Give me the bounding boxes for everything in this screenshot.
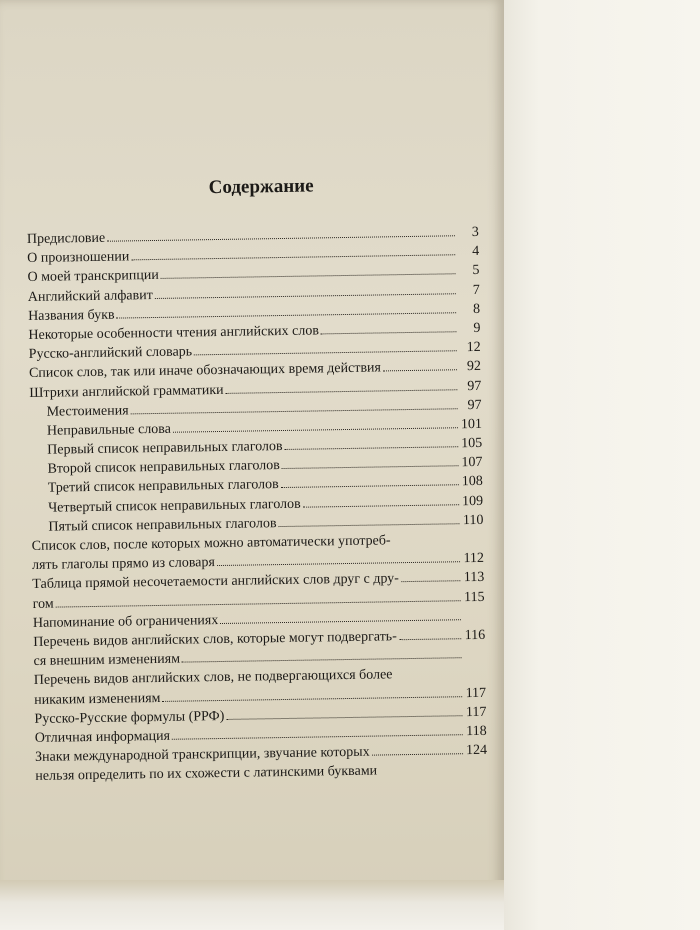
toc-entry-page: 4: [472, 244, 480, 260]
toc-entry-label: гом: [32, 596, 54, 612]
toc-leader-dots: [399, 627, 462, 640]
toc-leader-dots: [379, 762, 463, 774]
toc-leader-dots: [372, 742, 464, 755]
toc-leader-dots: [217, 550, 460, 566]
toc-entry-page: 105: [461, 435, 483, 452]
toc-entry-page: 117: [465, 704, 487, 720]
toc-leader-dots: [225, 378, 457, 394]
toc-entry-label: Напоминание об ограничениях: [32, 612, 219, 631]
toc-entry-label: ся внешним изменениям: [33, 651, 181, 670]
toc-leader-dots: [161, 263, 456, 280]
toc-entry-page: 118: [466, 723, 487, 740]
toc-entry-label: Первый список неправильных глаголов: [47, 439, 283, 458]
toc-entry-page: 3: [471, 224, 479, 241]
toc-leader-dots: [281, 474, 459, 489]
toc-entry-page: 101: [460, 416, 483, 433]
toc-entry-page: 8: [472, 301, 481, 317]
toc-leader-dots: [401, 570, 461, 583]
toc-leader-dots: [226, 704, 462, 720]
table-of-contents: [26, 173, 487, 786]
toc-entry-page: 115: [464, 589, 485, 605]
toc-entry-label: нельзя определить по их схожести с латинскими буквами: [35, 763, 378, 785]
toc-entry-page: 5: [472, 263, 480, 279]
toc-entry-label: Русско-Русские формулы (РРФ): [34, 708, 225, 727]
toc-entry-label: Четвертый список неправильных глаголов: [48, 496, 301, 516]
toc-leader-dots: [383, 359, 457, 372]
toc-entry-label: Отличная информация: [34, 728, 171, 746]
toc-entry-page: 117: [465, 685, 487, 701]
toc-entry-page: 97: [467, 397, 482, 413]
toc-title: Содержание: [208, 175, 314, 199]
toc-leader-dots: [173, 416, 458, 432]
toc-leader-dots: [155, 282, 456, 299]
toc-entry-page: 112: [463, 551, 485, 567]
toc-entry-page: 12: [466, 340, 481, 356]
toc-leader-dots: [303, 493, 460, 507]
toc-entry-page: 92: [466, 359, 482, 375]
toc-entry-label: Названия букв: [28, 307, 115, 324]
toc-leader-dots: [131, 243, 455, 260]
toc-entry-page: 116: [464, 627, 486, 644]
toc-entry-label: Штрихи английской грамматики: [29, 382, 224, 401]
toc-leader-dots: [321, 320, 457, 334]
toc-entry-page: 7: [472, 282, 480, 298]
toc-leader-dots: [220, 608, 461, 624]
toc-entry-page: 108: [461, 474, 483, 490]
toc-entry-label: Английский алфавит: [27, 287, 153, 305]
toc-leader-dots: [116, 301, 456, 318]
toc-entry-label: О моей транскрипции: [27, 268, 159, 286]
toc-entry-label: О произношении: [27, 249, 130, 267]
toc-entry-label: Пятый список неправильных глаголов: [48, 515, 277, 535]
toc-entry-page: 9: [473, 320, 481, 336]
toc-entry-label: Неправильные слова: [46, 421, 172, 439]
toc-leader-dots: [282, 454, 459, 469]
toc-entry-page: 113: [463, 570, 485, 586]
toc-leader-dots: [107, 224, 455, 241]
toc-leader-dots: [278, 512, 459, 527]
toc-entry-label: Некоторые особенности чтения английских слов: [28, 323, 320, 343]
toc-entry-label: Третий список неправильных глаголов: [47, 477, 279, 497]
toc-entry-label: Знаки международной транскрипции, звучание которых: [34, 744, 370, 765]
toc-entry-label: Перечень видов английских слов, не подвергающихся более: [33, 667, 393, 689]
right-blank-page: [504, 0, 700, 930]
toc-entry-page: 124: [465, 742, 488, 759]
toc-entry-page: 97: [467, 378, 482, 394]
toc-entry-label: Второй список неправильных глаголов: [47, 458, 280, 477]
toc-entry-label: Список слов, так или иначе обозначающих время действия: [28, 360, 382, 382]
toc-entry-label: Предисловие: [26, 230, 106, 247]
toc-entry-label: Местоимения: [46, 403, 129, 420]
toc-entry-page: 109: [461, 493, 484, 509]
toc-entry-page: 107: [461, 455, 483, 471]
page-bottom-edge: [0, 880, 504, 930]
toc-entry-label: никаким изменениям: [34, 690, 161, 708]
toc-entry-label: лять глаголы прямо из словаря: [31, 555, 216, 574]
toc-entry-label: Перечень видов английских слов, которые могут подвергать-: [33, 629, 397, 650]
toc-entry-label: Таблица прямой несочетаемости английских слов друг с дру-: [32, 571, 400, 593]
toc-entry-page: 110: [462, 512, 484, 528]
toc-leader-dots: [394, 667, 462, 679]
toc-leader-dots: [284, 435, 458, 450]
toc-entry-label: Русско-английский словарь: [28, 344, 193, 363]
toc-entries: [27, 223, 488, 786]
toc-entry-label: Список слов, после которых можно автоматически употреб-: [31, 533, 391, 554]
